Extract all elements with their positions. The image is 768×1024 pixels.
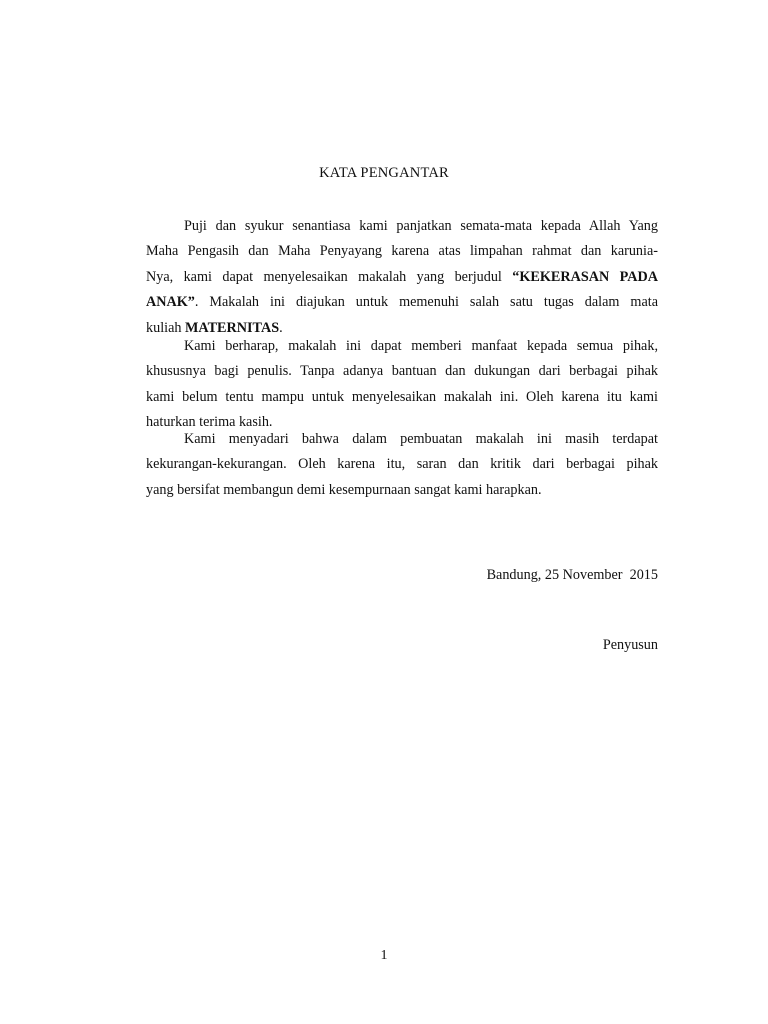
page-title: KATA PENGANTAR [319,165,449,181]
paragraph-3-line-1: Kami menyadari bahwa dalam pembuatan makalah ini masih terdapat [184,431,658,447]
place-date: Bandung, 25 November 2015 [486,567,658,583]
paragraph-2-line-1: Kami berharap, makalah ini dapat memberi manfaat kepada semua pihak, [184,338,658,354]
paragraph-2 [146,334,658,436]
paragraph-1-line-3 [146,265,658,290]
paragraph-3-line-3: yang bersifat membangun demi kesempurnaan sangat kami harapkan. [146,481,542,498]
paragraph-1-line-3-text: Nya, kami dapat menyelesaikan makalah yang berjudul [146,268,513,285]
paragraph-2-line-4: haturkan terima kasih. [146,414,273,431]
paragraph-1-line-5-text: kuliah [146,319,186,336]
paper-title-part-1: “KEKERASAN PADA [512,268,658,285]
page-number: 1 [380,948,388,963]
paragraph-1 [146,214,658,341]
paragraph-3-line-2: kekurangan-kekurangan. Oleh karena itu, saran dan kritik dari berbagai pihak [146,456,658,473]
paragraph-2-line-2: khususnya bagi penulis. Tanpa adanya bantuan dan dukungan dari berbagai pihak [146,363,658,380]
paragraph-1-line-1: Puji dan syukur senantiasa kami panjatkan semata-mata kepada Allah Yang [184,218,658,234]
paragraph-1-line-2: Maha Pengasih dan Maha Penyayang karena atas limpahan rahmat dan karunia- [146,243,658,260]
paragraph-1-line-4 [146,290,658,315]
signer-label: Penyusun [602,637,658,653]
paper-title-part-2: ANAK” [146,294,195,311]
paragraph-1-line-4-text: . Makalah ini diajukan untuk memenuhi salah satu tugas dalam mata [194,294,658,311]
paragraph-2-line-3: kami belum tentu mampu untuk menyelesaikan makalah ini. Oleh karena itu kami [146,388,658,405]
paragraph-3 [146,427,658,503]
paragraph-1-end-period: . [279,319,283,336]
course-name: MATERNITAS [185,319,280,336]
